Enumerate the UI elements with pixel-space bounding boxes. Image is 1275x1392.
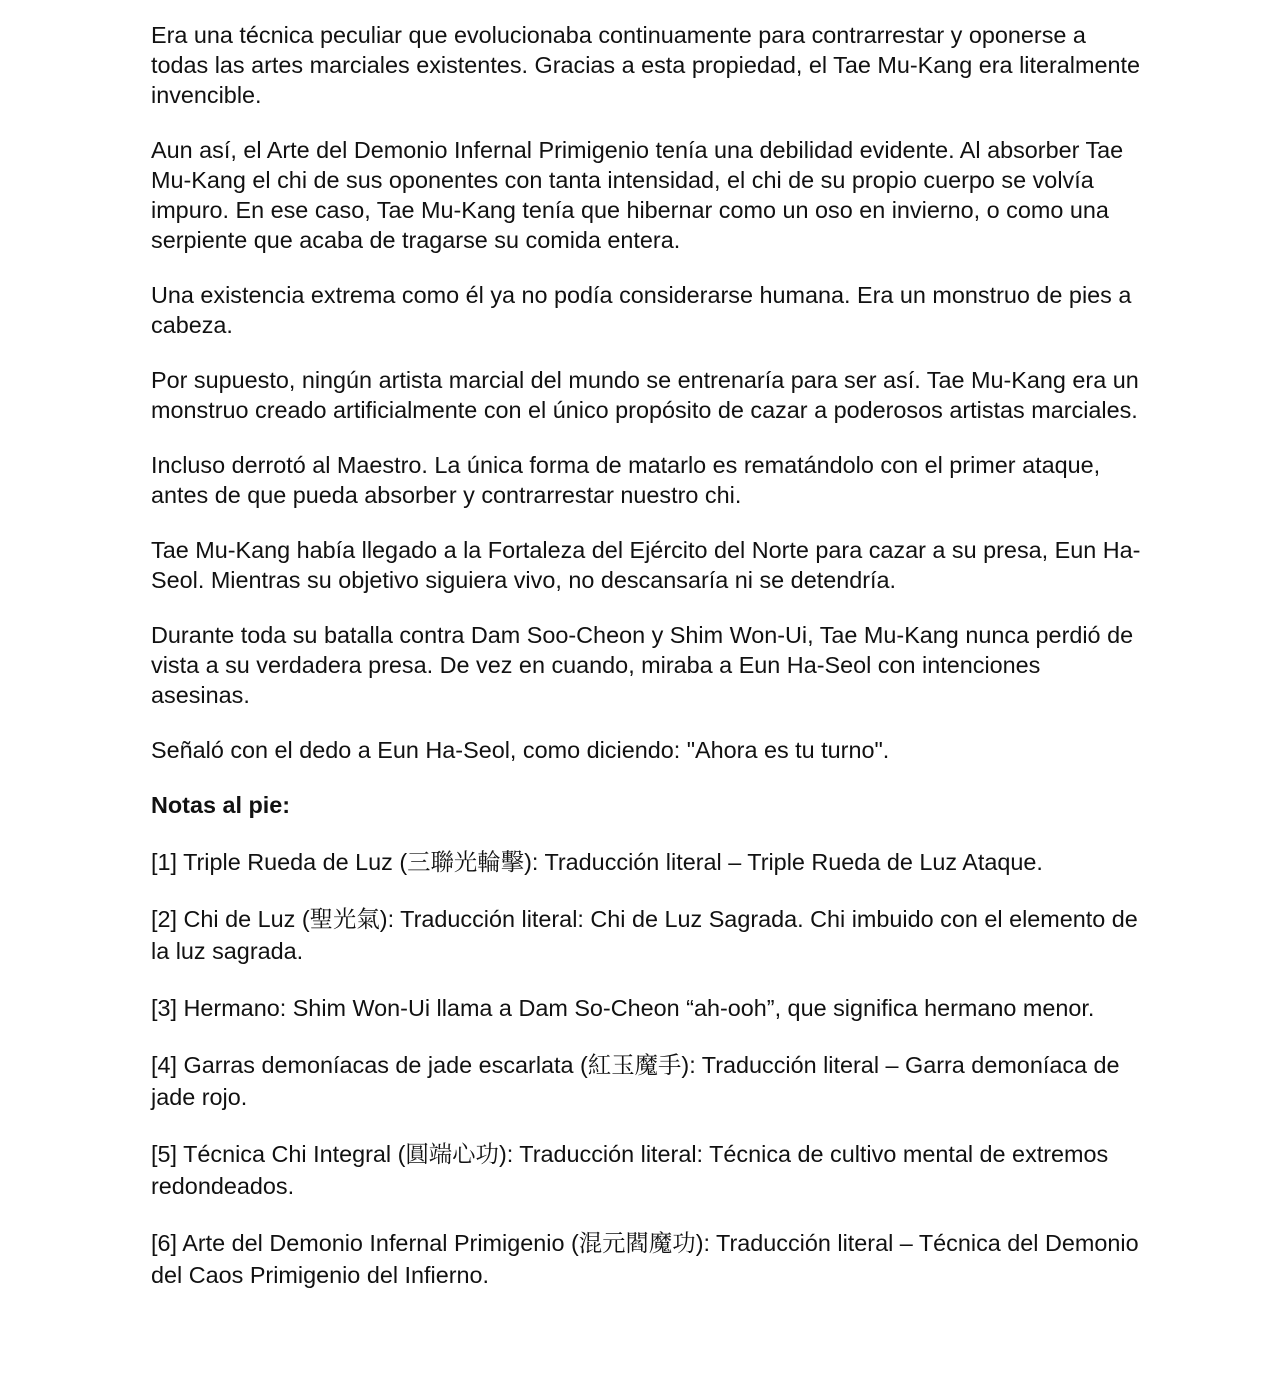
footnote-item: [5] Técnica Chi Integral (圓端心功): Traducción literal: Técnica de cultivo mental de extremos redondeados.	[151, 1141, 1109, 1199]
body-paragraph: Señaló con el dedo a Eun Ha-Seol, como diciendo: "Ahora es tu turno".	[151, 737, 890, 763]
body-paragraph: Incluso derrotó al Maestro. La única forma de matarlo es rematándolo con el primer ataque, antes de que pueda absorber y contrarrestar nuestro chi.	[151, 452, 1101, 508]
body-paragraph: Aun así, el Arte del Demonio Infernal Primigenio tenía una debilidad evidente. Al absorber Tae Mu-Kang el chi de sus oponentes con tanta intensidad, el chi de su propio cuerpo se volvía impuro. En ese caso, Tae Mu-Kang tenía que hibernar como un oso en invierno, o como una serpiente que acaba de tragarse su comida entera.	[151, 137, 1124, 253]
body-paragraph: Tae Mu-Kang había llegado a la Fortaleza del Ejército del Norte para cazar a su presa, Eun Ha-Seol. Mientras su objetivo siguiera vivo, no descansaría ni se detendría.	[151, 537, 1141, 593]
footnote-item: [4] Garras demoníacas de jade escarlata (紅玉魔手): Traducción literal – Garra demoníaca de jade rojo.	[151, 1052, 1120, 1110]
body-paragraph: Era una técnica peculiar que evolucionaba continuamente para contrarrestar y oponerse a todas las artes marciales existentes. Gracias a esta propiedad, el Tae Mu-Kang era literalmente invencible.	[151, 22, 1140, 108]
body-paragraph: Durante toda su batalla contra Dam Soo-Cheon y Shim Won-Ui, Tae Mu-Kang nunca perdió de vista a su verdadera presa. De vez en cuando, miraba a Eun Ha-Seol con intenciones asesinas.	[151, 622, 1134, 708]
footnotes-heading: Notas al pie:	[151, 792, 291, 818]
footnote-item: [1] Triple Rueda de Luz (三聯光輪擊): Traducción literal – Triple Rueda de Luz Ataque.	[151, 849, 1043, 875]
body-paragraph: Una existencia extrema como él ya no podía considerarse humana. Era un monstruo de pies a cabeza.	[151, 282, 1132, 338]
body-paragraph: Por supuesto, ningún artista marcial del mundo se entrenaría para ser así. Tae Mu-Kang era un monstruo creado artificialmente con el único propósito de cazar a poderosos artistas marciales.	[151, 367, 1139, 423]
footnote-item: [6] Arte del Demonio Infernal Primigenio (混元閻魔功): Traducción literal – Técnica del Demonio del Caos Primigenio del Infierno.	[151, 1230, 1139, 1288]
document-page	[151, 20, 1141, 1316]
footnote-item: [2] Chi de Luz (聖光氣): Traducción literal: Chi de Luz Sagrada. Chi imbuido con el elemento de la luz sagrada.	[151, 906, 1138, 964]
footnote-item: [3] Hermano: Shim Won-Ui llama a Dam So-Cheon “ah-ooh”, que significa hermano menor.	[151, 995, 1095, 1021]
